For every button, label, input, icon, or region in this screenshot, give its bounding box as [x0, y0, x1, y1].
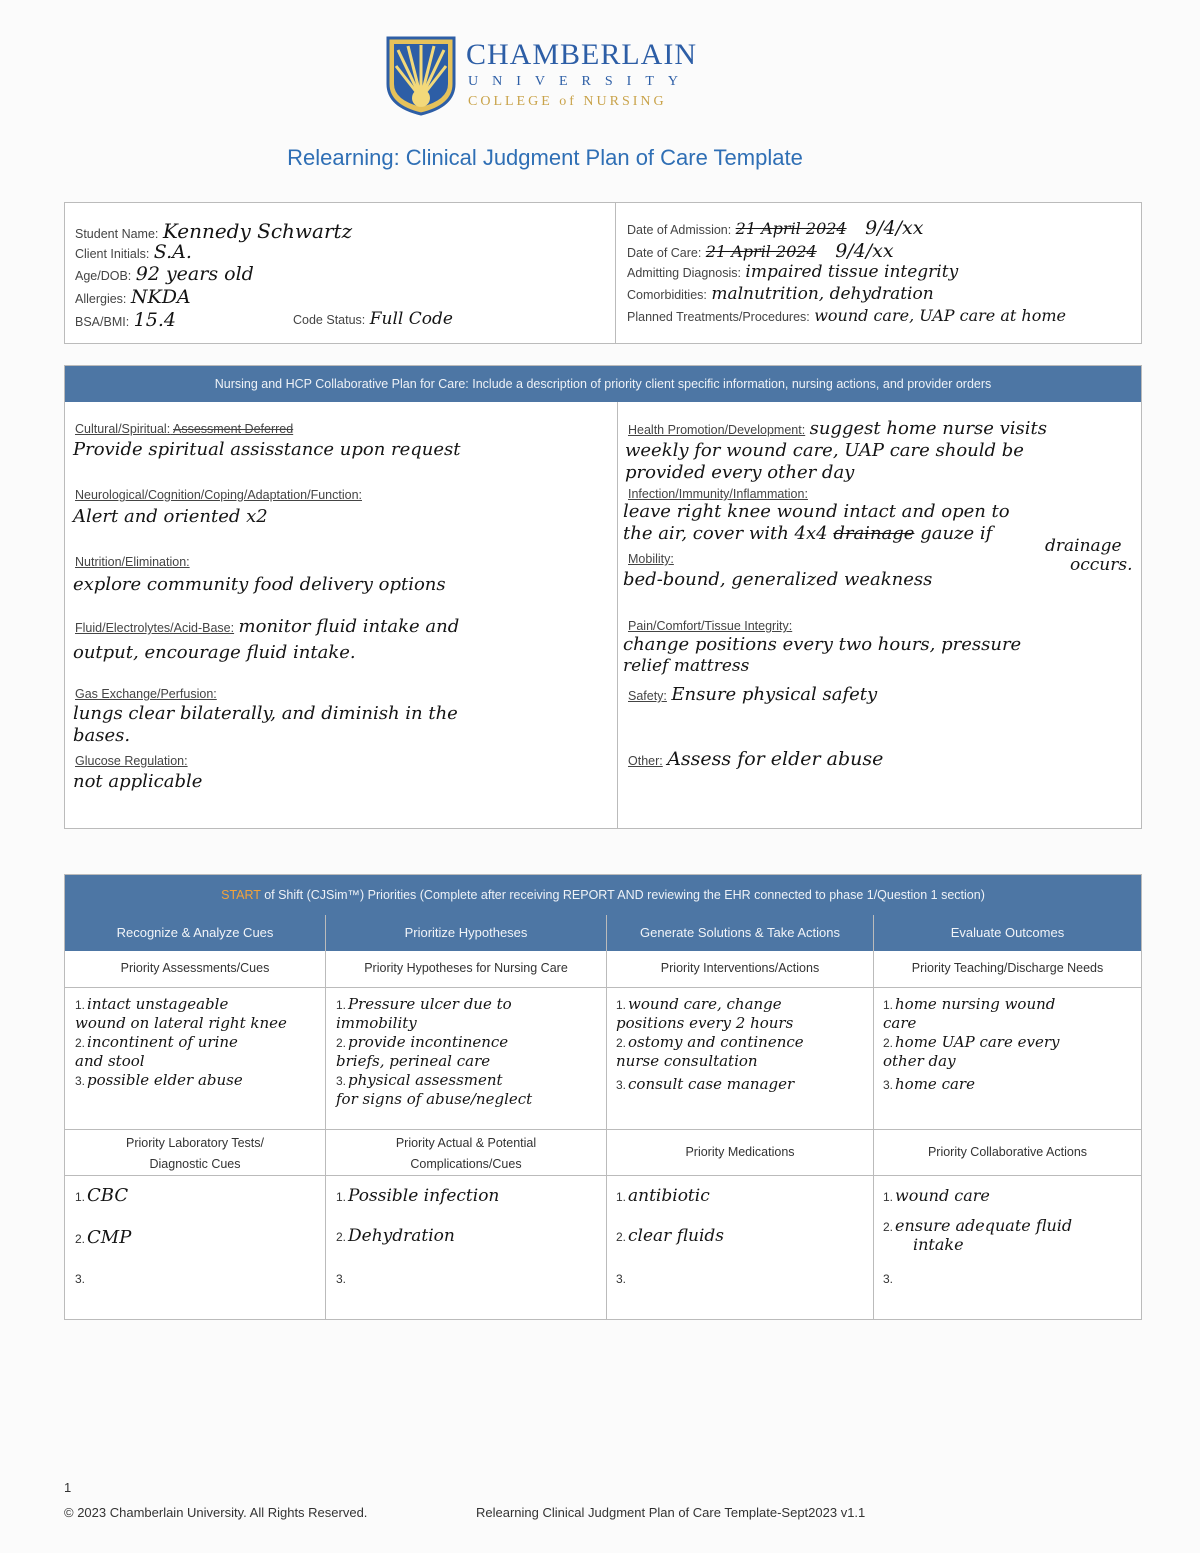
allergies-label: Allergies: [75, 292, 127, 306]
mobility-value: bed-bound, generalized weakness [623, 569, 933, 590]
client-initials-value: S.A. [153, 241, 192, 263]
client-initials-label: Client Initials: [75, 247, 150, 261]
teaching-item-2: 2. home UAP care every other day [883, 1033, 1060, 1070]
neuro-value: Alert and oriented x2 [73, 506, 268, 527]
safety-label: Safety: [628, 689, 667, 703]
template-version-text: Relearning Clinical Judgment Plan of Care Template-Sept2023 v1.1 [476, 1505, 866, 1520]
admission-value: 9/4/xx [865, 217, 924, 239]
shield-logo-icon [386, 36, 456, 116]
allergies-value: NKDA [130, 286, 191, 308]
diagnosis-label: Admitting Diagnosis: [627, 266, 741, 280]
complication-item-3: 3. [336, 1272, 347, 1286]
code-status-label: Code Status: [293, 313, 366, 327]
fluid-value-1: monitor fluid intake and [238, 616, 460, 637]
hypothesis-item-2: 2. provide incontinence briefs, perineal care [336, 1033, 509, 1070]
hypothesis-item-1: 1. Pressure ulcer due to immobility [336, 995, 512, 1032]
glucose-label: Glucose Regulation: [75, 754, 188, 768]
pain-value-1: change positions every two hours, pressure [623, 634, 1022, 655]
health-promotion-label: Health Promotion/Development: [628, 423, 806, 437]
teaching-item-1: 1. home nursing wound care [883, 995, 1056, 1032]
logo-university: UNIVERSITY [468, 74, 692, 89]
bsa-label: BSA/BMI: [75, 315, 130, 329]
collab-actions-head: Priority Collaborative Actions [927, 1145, 1088, 1159]
nutrition-label: Nutrition/Elimination: [75, 555, 190, 569]
medication-item-2: 2. clear fluids [616, 1226, 725, 1246]
assessments-head: Priority Assessments/Cues [120, 961, 270, 975]
collab-plan-box [64, 365, 1142, 829]
page-title: Relearning: Clinical Judgment Plan of Care Template [287, 145, 803, 170]
logo-name: CHAMBERLAIN [466, 38, 698, 71]
treatments-label: Planned Treatments/Procedures: [627, 310, 810, 324]
nutrition-value: explore community food delivery options [73, 574, 446, 595]
collab-plan-header: Nursing and HCP Collaborative Plan for Care: Include a description of priority client specific information, nursing actions, and provider orders [65, 366, 1141, 402]
treatments-value: wound care, UAP care at home [814, 306, 1066, 325]
col-head-evaluate: Evaluate Outcomes [874, 915, 1141, 951]
other-value: Assess for elder abuse [667, 748, 884, 770]
care-date-label: Date of Care: [627, 246, 702, 260]
collab-action-item-2: 2. ensure adequate fluid intake [883, 1216, 1073, 1254]
copyright-text: © 2023 Chamberlain University. All Rights Reserved. [64, 1505, 368, 1520]
chamberlain-logo [386, 36, 716, 116]
complication-item-2: 2. Dehydration [336, 1226, 455, 1246]
admission-label: Date of Admission: [627, 223, 732, 237]
cultural-label: Cultural/Spiritual: Assessment Deferred [75, 422, 294, 436]
gas-exchange-value-1: lungs clear bilaterally, and diminish in the [73, 703, 458, 724]
neuro-label: Neurological/Cognition/Coping/Adaptation/Function: [75, 488, 362, 502]
shift-banner-text: of Shift (CJSim™) Priorities (Complete after receiving REPORT AND reviewing the EHR connected to phase 1/Question 1 section) [264, 888, 985, 902]
collab-action-item-1: 1. wound care [883, 1186, 990, 1205]
infection-label: Infection/Immunity/Inflammation: [628, 487, 808, 501]
assessment-item-3: 3. possible elder abuse [75, 1071, 243, 1089]
cultural-struck: Assessment Deferred [172, 422, 294, 436]
comorbidities-value: malnutrition, dehydration [711, 284, 934, 304]
shift-priorities-header [65, 875, 1141, 915]
care-date-value: 9/4/xx [835, 240, 894, 262]
student-name-value: Kennedy Schwartz [162, 219, 353, 243]
student-name-label: Student Name: [75, 227, 159, 241]
diagnosis-value: impaired tissue integrity [745, 262, 959, 282]
client-info-box [64, 202, 1142, 344]
lab-item-1: 1. CBC [75, 1185, 129, 1206]
fluid-label: Fluid/Electrolytes/Acid-Base: [75, 621, 235, 635]
admission-struck: 21 April 2024 [735, 219, 847, 238]
hypotheses-head: Priority Hypotheses for Nursing Care [364, 961, 568, 975]
infection-value-4: drainage [1045, 536, 1122, 556]
care-date-struck: 21 April 2024 [705, 242, 817, 261]
pain-value-2: relief mattress [623, 656, 750, 676]
start-label: START [221, 888, 261, 902]
code-status-value: Full Code [369, 309, 453, 329]
col-head-generate: Generate Solutions & Take Actions [607, 915, 873, 951]
age-label: Age/DOB: [75, 269, 132, 283]
col-head-recognize: Recognize & Analyze Cues [65, 915, 325, 951]
complications-head: Priority Actual & Potential Complications/Cues [395, 1136, 537, 1171]
infection-value-5: occurs. [1070, 555, 1133, 575]
health-promotion-value-2: weekly for wound care, UAP care should be [625, 440, 1024, 461]
teaching-head: Priority Teaching/Discharge Needs [911, 961, 1104, 975]
infection-value-1: leave right knee wound intact and open to [623, 501, 1010, 522]
shift-priorities-box [64, 874, 1142, 1320]
bsa-value: 15.4 [133, 309, 176, 331]
intervention-item-1: 1. wound care, change positions every 2 hours [616, 995, 794, 1032]
infection-value-2: the air, cover with 4x4 drainage gauze if [623, 523, 993, 544]
lab-item-3: 3. [75, 1272, 86, 1286]
logo-college: COLLEGE of NURSING [468, 94, 667, 109]
health-promotion-value-3: provided every other day [625, 462, 855, 483]
infection-struck: drainage [833, 523, 915, 544]
health-promotion-value-1: suggest home nurse visits [809, 418, 1048, 439]
assessment-item-2: 2. incontinent of urine and stool [75, 1033, 238, 1070]
medication-item-1: 1. antibiotic [616, 1186, 710, 1206]
gas-exchange-value-2: bases. [73, 725, 131, 746]
fluid-value-2: output, encourage fluid intake. [73, 642, 356, 663]
other-label: Other: [628, 754, 663, 768]
lab-item-2: 2. CMP [75, 1227, 132, 1248]
complication-item-1: 1. Possible infection [336, 1186, 500, 1206]
medications-head: Priority Medications [685, 1145, 795, 1159]
collab-action-item-3: 3. [883, 1272, 894, 1286]
glucose-value: not applicable [73, 771, 203, 792]
medication-item-3: 3. [616, 1272, 627, 1286]
cultural-value: Provide spiritual assisstance upon request [73, 439, 461, 460]
comorbidities-label: Comorbidities: [627, 288, 707, 302]
intervention-item-2: 2. ostomy and continence nurse consultation [616, 1033, 804, 1070]
mobility-label: Mobility: [628, 552, 674, 566]
labs-head: Priority Laboratory Tests/ Diagnostic Cues [125, 1136, 265, 1171]
interventions-head: Priority Interventions/Actions [660, 961, 820, 975]
assessment-item-1: 1. intact unstageable wound on lateral right knee [75, 995, 287, 1032]
teaching-item-3: 3. home care [883, 1075, 975, 1093]
pain-label: Pain/Comfort/Tissue Integrity: [628, 619, 793, 633]
page-number: 1 [64, 1480, 72, 1495]
hypothesis-item-3: 3. physical assessment for signs of abuse/neglect [336, 1071, 533, 1108]
col-head-prioritize: Prioritize Hypotheses [326, 915, 606, 951]
safety-value: Ensure physical safety [671, 684, 878, 705]
intervention-item-3: 3. consult case manager [616, 1075, 795, 1093]
age-value: 92 years old [135, 263, 254, 285]
gas-exchange-label: Gas Exchange/Perfusion: [75, 687, 217, 701]
